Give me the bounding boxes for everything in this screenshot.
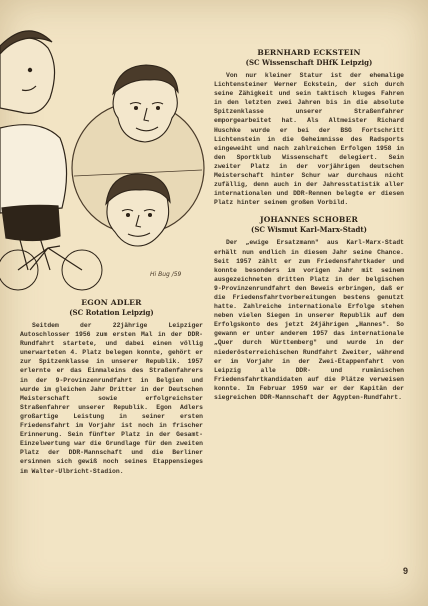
article-body: Seitdem der 22jährige Leipziger Autoschlosser 1956 zum ersten Mal in der DDR-Rundfahrt startete, und dabei einen völlig unerwarteten 4. Platz belegen konnte, gehört er zur Spitzenklasse in unserer Republik. 1957 erlernte er das Einmaleins des Straßenfahrers in der 9-Provinzenrundfahrt in Belgien und wurde im gleichen Jahr Dritter in der Deutschen Meisterschaft sowie erfolgreichster Straßenfahrer unserer Republik. Egon Adlers großartige Leistung in seiner ersten Friedensfahrt im Vorjahr ist noch in frischer Erinnerung. Sein fünfter Platz in der Gesamt-Einzelwertung war die Grundlage für den zweiten Platz der DDR-Mannschaft und die Berliner ersinnen sich gewiß noch seines Etappensieges im Walter-Ulbricht-Stadion. (20, 322, 203, 475)
page-number: 9 (402, 566, 408, 576)
article-bernhard-eckstein (214, 48, 404, 207)
article-title: BERNHARD ECKSTEIN (257, 48, 361, 57)
article-club: (SC Rotation Leipzig) (69, 308, 154, 317)
article-body: Von nur kleiner Statur ist der ehemalige Lichtensteiner Werner Eckstein, der sich durch seine Zähigkeit und sein taktisch kluges Fahren in den letzten zwei Jahren bis in die absolute Spitzenklasse unserer Straßenfahrer emporgearbeitet hat. Als Altmeister Richard Huschke wurde er bei der BSG Fortschritt Lichtenstein in die Geheimnisse des Radsports eingeweiht und nach zahlreichen Erfolgen 1958 in den Sportklub Wissenschaft delegiert. Sein zweiter Platz in der vorjährigen deutschen Meisterschaft hinter Schur war durchaus nicht zufällig, denn auch in der Jahresstatistik aller internationalen und DDR-Rennen belegte er diesen Platz hinter seinem großen Vorbild. (214, 72, 404, 207)
article-egon-adler (20, 298, 203, 476)
portrait-lower (106, 174, 170, 246)
cyclist-caricature-illustration (0, 8, 205, 293)
svg-text:Hi Bug /59: Hi Bug /59 (150, 271, 182, 278)
article-column-right (214, 48, 404, 402)
article-johannes-schober (214, 215, 404, 402)
article-title: JOHANNES SCHOBER (259, 215, 359, 225)
article-title: EGON ADLER (81, 298, 142, 307)
article-club: (SC Wissenschaft DHfK Leipzig) (245, 58, 373, 67)
article-body: Der „ewige Ersatzmann" aus Karl-Marx-Stadt erhält nun endlich in diesem Jahr seine Chance. Seit 1957 zählt er zum Friedensfahrtkader und konnte besonders im vorigen Jahr mit seinem ausgezeichneten dritten Platz in der belgischen 9-Provinzenrundfahrt den Beweis erbringen, daß er die Friedensfahrtvorbereitungen bestens genutzt hatte. Zahlreiche internationale Erfolge stehen neben vielen Siegen in unserer Republik auf dem Erfolgskonto des jetzt 24jährigen „Hannes". So gewann er unter anderem 1957 das internationale „Quer durch Württemberg" und wurde in der niederösterreichischen Rundfahrt Zweiter, während er im Vorjahr in der Zwei-Etappenfahrt von Leipzig alle DDR- und rumänischen Friedensfahrtkandidaten auf die Plätze verweisen konnte. Im Februar 1959 war er der Kapitän der siegreichen DDR-Mannschaft der Ägypten-Rundfahrt. (214, 239, 404, 401)
article-club: (SC Wismut Karl-Marx-Stadt) (251, 225, 367, 235)
